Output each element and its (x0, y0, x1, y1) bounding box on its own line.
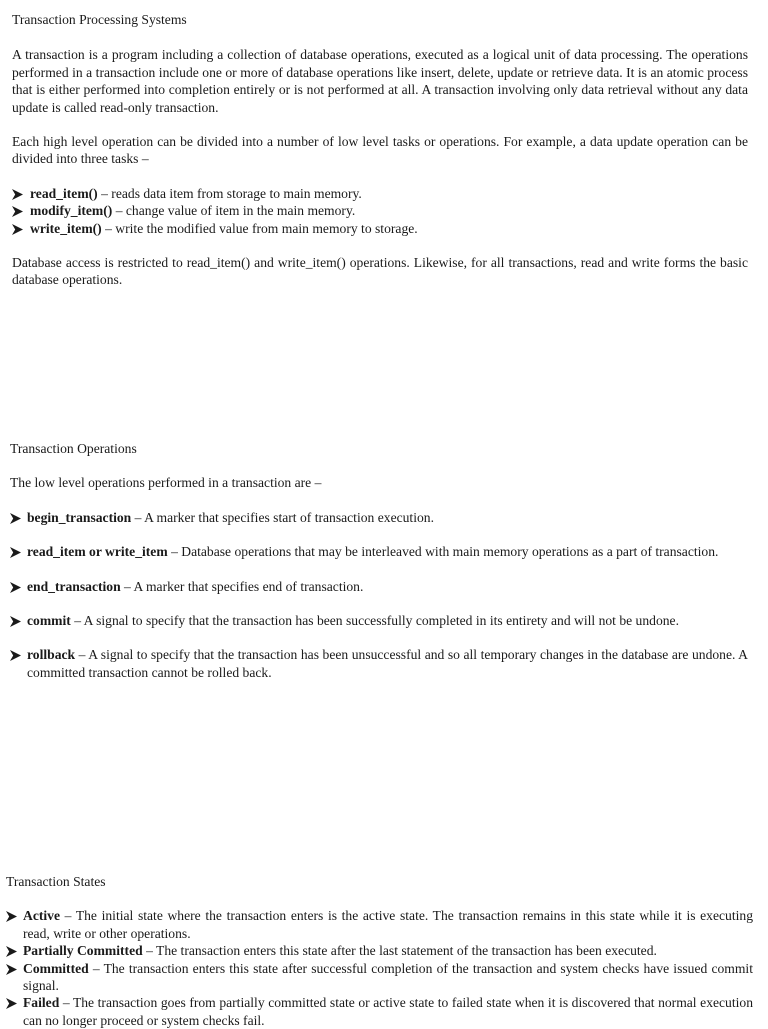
list-item (10, 509, 748, 526)
term: modify_item() (30, 203, 113, 219)
term: end_transaction (27, 578, 121, 594)
term-description: – The transaction enters this state after successful completion of the transaction and system checks have issued commit signal. (23, 960, 753, 994)
list-item (10, 646, 748, 681)
term: Failed (23, 995, 60, 1011)
term-description: – A marker that specifies end of transaction. (120, 578, 364, 594)
list-item (10, 612, 748, 629)
term: Committed (23, 960, 89, 976)
term-description: – The transaction goes from partially committed state or active state to failed state when it is discovered that normal execution can no longer proceed or system checks fail. (23, 995, 753, 1028)
arrowhead-bullet-icon (6, 911, 17, 922)
term-description: – Database operations that may be interleaved with main memory operations as a part of transaction. (167, 544, 719, 560)
paragraph: The low level operations performed in a transaction are – (10, 475, 322, 491)
section-heading: Transaction Processing Systems (12, 12, 187, 27)
term: read_item or write_item (27, 544, 168, 560)
list-item (12, 220, 748, 237)
section-transaction-processing-systems (12, 11, 748, 306)
bullet-list (6, 907, 753, 1029)
arrowhead-bullet-icon (12, 189, 23, 200)
list-item (12, 185, 748, 202)
paragraph: Each high level operation can be divided into a number of low level tasks or operations. For example, a data update operation can be divided into three tasks – (12, 134, 748, 167)
term: write_item() (30, 220, 102, 236)
term-description: – reads data item from storage to main memory. (97, 185, 362, 201)
term: read_item() (30, 185, 98, 201)
section-transaction-states (6, 873, 753, 1029)
list-item (10, 543, 748, 560)
arrowhead-bullet-icon (6, 946, 17, 957)
term-description: – A marker that specifies start of transaction execution. (131, 509, 434, 525)
list-item (6, 907, 753, 942)
arrowhead-bullet-icon (10, 616, 21, 627)
term: begin_transaction (27, 509, 132, 525)
term: rollback (27, 647, 76, 663)
term-description: – write the modified value from main memory to storage. (101, 220, 418, 236)
list-item (6, 942, 753, 959)
list-item (10, 578, 748, 595)
section-heading: Transaction Operations (10, 441, 137, 456)
paragraph: Database access is restricted to read_item() and write_item() operations. Likewise, for all transactions, read and write forms the basic database operations. (12, 255, 748, 288)
term-description: – The initial state where the transaction enters is the active state. The transaction remains in this state while it is executing read, write or other operations. (23, 908, 753, 941)
section-heading: Transaction States (6, 874, 106, 889)
term-description: – A signal to specify that the transaction has been unsuccessful and so all temporary changes in the database are undone. A committed transaction cannot be rolled back. (27, 647, 748, 680)
arrowhead-bullet-icon (12, 206, 23, 217)
term: Partially Committed (23, 943, 143, 959)
bullet-list (12, 185, 748, 237)
term-description: – change value of item in the main memory. (112, 203, 356, 219)
term-description: – A signal to specify that the transaction has been successfully completed in its entirety and will not be undone. (70, 613, 679, 629)
arrowhead-bullet-icon (10, 513, 21, 524)
list-item (12, 202, 748, 219)
arrowhead-bullet-icon (10, 582, 21, 593)
term-description: – The transaction enters this state after the last statement of the transaction has been executed. (142, 943, 657, 959)
bullet-list (10, 509, 748, 681)
term: commit (27, 613, 71, 629)
arrowhead-bullet-icon (10, 650, 21, 661)
section-transaction-operations (10, 440, 748, 698)
paragraph: A transaction is a program including a collection of database operations, executed as a logical unit of data processing. The operations performed in a transaction include one or more of database operations like insert, delete, update or retrieve data. It is an atomic process that is either performed into completion entirely or is not performed at all. A transaction involving only data retrieval without any data update is called read-only transaction. (12, 47, 748, 115)
list-item (6, 960, 753, 995)
arrowhead-bullet-icon (6, 998, 17, 1009)
arrowhead-bullet-icon (6, 964, 17, 975)
arrowhead-bullet-icon (10, 547, 21, 558)
term: Active (23, 908, 60, 924)
arrowhead-bullet-icon (12, 224, 23, 235)
